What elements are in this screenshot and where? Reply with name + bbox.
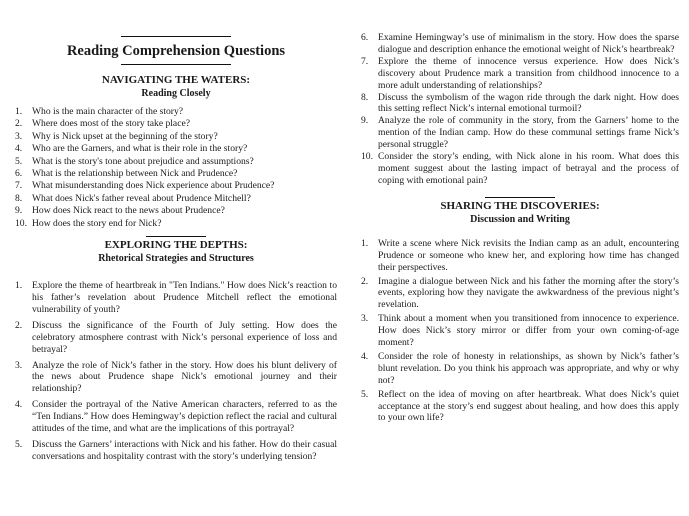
title-rule-top [121, 36, 231, 37]
right-column [361, 0, 679, 424]
list-item: 2. Where does most of the story take place? [15, 118, 190, 130]
section-exploring-subtitle: Rhetorical Strategies and Structures [98, 253, 254, 265]
list-item: 5. What is the story's tone about prejudice and assumptions? [15, 155, 254, 167]
list-item: 4. Who are the Garners, and what is their role in the story? [15, 143, 248, 155]
exploring-question-list [15, 280, 337, 463]
list-item: 7. What misunderstanding does Nick experience about Prudence? [15, 180, 275, 192]
list-item: 2. Discuss the significance of the Fourth of July setting. How does the celebratory atmosphere contrast with Nick’s personal experience of loss and betrayal? [15, 319, 337, 355]
list-item: 1. Write a scene where Nick revisits the Indian camp as an adult, encountering Prudence or someone who knew her, and exploring how time has changed their perspectives. [361, 237, 679, 273]
section-sharing-title: SHARING THE DISCOVERIES: [440, 199, 600, 212]
section-exploring-title: EXPLORING THE DEPTHS: [104, 239, 248, 252]
list-item: 2. Imagine a dialogue between Nick and his father the morning after the story’s events, exploring how they navigate the awkwardness of the previous night’s revelation. [361, 275, 679, 311]
list-item: 1. Who is the main character of the story? [15, 106, 184, 117]
section-divider [146, 236, 206, 237]
list-item: 7. Explore the theme of innocence versus experience. How does Nick’s discovery about Prudence mark a transition from childhood innocence to a more adult understanding of relationships? [361, 55, 679, 91]
list-item: 3. Analyze the role of Nick’s father in the story. How does his blunt delivery of the news about Prudence shape Nick’s emotional journey and their relationship? [15, 359, 337, 395]
list-item: 6. What is the relationship between Nick and Prudence? [15, 168, 238, 180]
exploring-question-list-continued [361, 32, 679, 187]
list-item: 5. Reflect on the idea of moving on after heartbreak. What does Nick’s quiet acceptance at the story’s end suggest about healing, and how does this apply to your own life? [361, 388, 679, 424]
list-item: 8. What does Nick's father reveal about Prudence Mitchell? [15, 192, 251, 204]
list-item: 9. How does Nick react to the news about Prudence? [15, 205, 225, 217]
list-item: 3. Think about a moment when you transitioned from innocence to experience. How does Nick’s story mirror or differ from your own coming-of-age moment? [361, 313, 679, 349]
list-item: 6. Examine Hemingway’s use of minimalism in the story. How does the sparse dialogue and description enhance the emotional weight of Nick’s heartbreak? [361, 32, 679, 55]
list-item: 10. Consider the story’s ending, with Nick alone in his room. What does this moment suggest about the lasting impact of betrayal and the process of coping with emotional pain? [361, 151, 679, 186]
section-sharing-subtitle: Discussion and Writing [470, 213, 570, 225]
list-item: 5. Discuss the Garners’ interactions with Nick and his father. How do their casual conversations and hospitality contrast with the story’s underlying tension? [15, 438, 337, 462]
section-navigating-subtitle: Reading Closely [141, 88, 211, 99]
sharing-question-list [361, 238, 679, 425]
title-rule-bottom [121, 64, 231, 65]
list-item: 4. Consider the role of honesty in relationships, as shown by Nick’s father’s blunt revelation. Do you think his approach was appropriate, and why or why not? [361, 350, 679, 386]
list-item: 10. How does the story end for Nick? [15, 217, 162, 229]
section-divider [485, 197, 555, 198]
list-item: 9. Analyze the role of community in the story, from the Garners’ home to the mention of the Indian camp. How do these communal settings frame Nick’s personal struggle? [361, 115, 679, 151]
left-column [15, 0, 337, 463]
page-title: Reading Comprehension Questions [66, 43, 286, 59]
list-item: 1. Explore the theme of heartbreak in "Ten Indians." How does Nick’s reaction to his father’s revelation about Prudence Mitchell reflect the emotional vulnerability of youth? [15, 280, 337, 315]
section-navigating-title: NAVIGATING THE WATERS: [101, 74, 251, 86]
list-item: 3. Why is Nick upset at the beginning of the story? [15, 130, 218, 142]
list-item: 8. Discuss the symbolism of the wagon ride through the dark night. How does this setting reflect Nick’s internal emotional turmoil? [361, 91, 679, 115]
navigating-question-list [15, 106, 337, 230]
list-item: 4. Consider the portrayal of the Native American characters, referred to as the “Ten Indians.” How does Hemingway’s depiction reflect the racial and cultural attitudes of the time, and what are the implications of this portrayal? [15, 399, 337, 435]
